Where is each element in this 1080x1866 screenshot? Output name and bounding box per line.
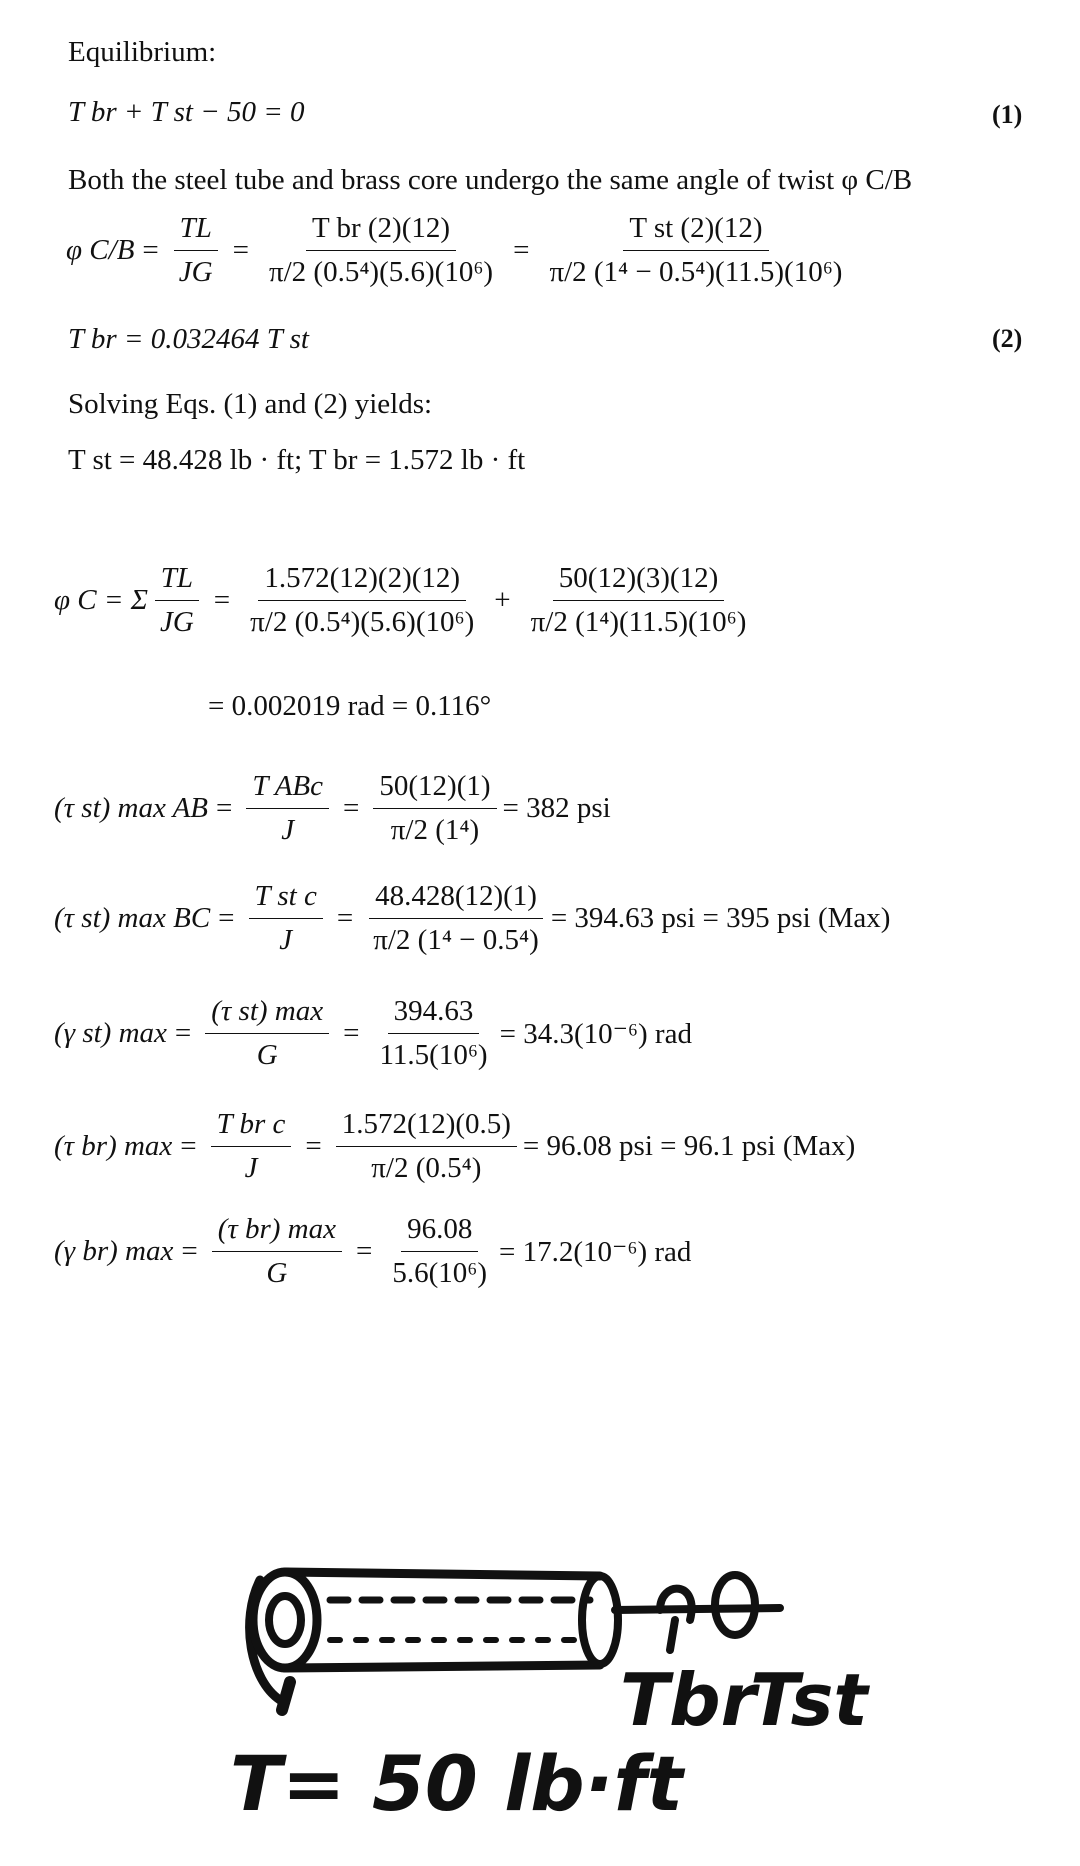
equals-sign: = — [142, 234, 159, 266]
fraction-denominator: π/2 (0.5⁴)(5.6)(10⁶) — [250, 606, 475, 638]
fraction-denominator: G — [266, 1257, 288, 1289]
fraction-numerator: T st c — [249, 880, 323, 919]
equation-1 — [68, 98, 305, 127]
gamma-st-fraction-1 — [205, 995, 329, 1072]
gamma-br-fraction-1 — [212, 1213, 342, 1290]
phi-cb-fraction-1 — [173, 212, 219, 289]
fraction-denominator: π/2 (1⁴ − 0.5⁴)(11.5)(10⁶) — [549, 256, 843, 288]
shaft-sketch — [220, 1460, 920, 1820]
tau-ab-result: = 382 psi — [502, 792, 611, 824]
phi-cb-fraction-3 — [543, 212, 848, 289]
fraction-denominator: π/2 (1⁴)(11.5)(10⁶) — [530, 606, 747, 638]
phi-c-lhs: φ C = Σ — [54, 584, 148, 616]
equation-2 — [68, 325, 309, 354]
label-t-steel: Tst — [750, 1658, 868, 1742]
fraction-denominator: JG — [178, 256, 213, 288]
fraction-numerator: (τ br) max — [212, 1213, 342, 1252]
tau-ab-fraction-2 — [373, 770, 496, 847]
fraction-denominator: π/2 (0.5⁴) — [371, 1152, 482, 1184]
gamma-st-result: = 34.3(10⁻⁶) rad — [499, 1018, 692, 1050]
equals-sign: = — [513, 234, 530, 266]
tau-br-fraction-1 — [211, 1108, 292, 1185]
fraction-numerator: TL — [155, 562, 199, 601]
fraction-numerator: 50(12)(3)(12) — [553, 562, 724, 601]
equals-sign: = — [181, 1235, 198, 1267]
equals-sign: = — [343, 792, 360, 824]
equals-sign: = — [336, 902, 354, 934]
fraction-numerator: TL — [174, 212, 218, 251]
fraction-numerator: 96.08 — [401, 1213, 478, 1252]
gamma-br-result: = 17.2(10⁻⁶) rad — [499, 1236, 692, 1268]
gamma-st-lhs: (γ st) max — [54, 1017, 167, 1049]
phi-c-equation — [54, 562, 758, 639]
label-t-brass: Tbr — [620, 1658, 757, 1742]
fraction-numerator: 1.572(12)(0.5) — [336, 1108, 517, 1147]
fraction-denominator: 11.5(10⁶) — [379, 1039, 488, 1071]
equals-sign: = — [218, 902, 235, 934]
tau-ab-fraction-1 — [246, 770, 329, 847]
fraction-numerator: 394.63 — [388, 995, 480, 1034]
fraction-numerator: T br c — [211, 1108, 292, 1147]
equation-2-label: (2) — [992, 324, 1023, 353]
results-line: T st = 48.428 lb · ft; T br = 1.572 lb · ft — [68, 444, 526, 476]
fraction-denominator: J — [281, 814, 295, 846]
core-end — [269, 1596, 301, 1644]
phi-cb-fraction-2 — [263, 212, 499, 289]
gamma-br-equation — [54, 1213, 691, 1290]
phi-c-result: = 0.002019 rad = 0.116° — [208, 690, 492, 722]
tube-end-right — [582, 1576, 618, 1664]
fraction-denominator: π/2 (1⁴ − 0.5⁴) — [373, 924, 539, 956]
tau-bc-result: = 394.63 psi = 395 psi (Max) — [550, 902, 891, 934]
fraction-numerator: T br (2)(12) — [306, 212, 456, 251]
tau-bc-lhs: (τ st) max BC — [54, 902, 211, 934]
equals-sign: = — [174, 1017, 192, 1049]
eq1-expression: T br + T st − 50 = 0 — [68, 96, 305, 128]
fraction-numerator: 50(12)(1) — [373, 770, 496, 809]
fraction-denominator: J — [244, 1152, 258, 1184]
phi-c-fraction-2 — [244, 562, 480, 639]
tau-bc-fraction-1 — [249, 880, 323, 957]
tau-st-bc-equation — [54, 880, 890, 957]
torque-symbol-brass — [660, 1589, 692, 1620]
equilibrium-heading: Equilibrium: — [68, 36, 217, 68]
fraction-denominator: 5.6(10⁶) — [392, 1257, 488, 1289]
tau-br-equation — [54, 1108, 855, 1185]
tau-br-lhs: (τ br) max — [54, 1130, 173, 1162]
fraction-denominator: π/2 (1⁴) — [390, 814, 480, 846]
tau-br-fraction-2 — [336, 1108, 517, 1185]
eq2-expression: T br = 0.032464 T st — [68, 323, 309, 355]
equals-sign: = — [213, 584, 231, 616]
gamma-br-lhs: (γ br) max — [54, 1235, 174, 1267]
tau-br-result: = 96.08 psi = 96.1 psi (Max) — [522, 1130, 856, 1162]
fraction-denominator: J — [279, 924, 293, 956]
gamma-st-equation — [54, 995, 692, 1072]
fraction-numerator: T st (2)(12) — [623, 212, 768, 251]
gamma-st-fraction-2 — [373, 995, 493, 1072]
support-mark — [282, 1682, 290, 1710]
tube-bottom-edge — [285, 1665, 600, 1668]
equation-1-label: (1) — [992, 100, 1023, 129]
equals-sign: = — [232, 234, 249, 266]
phi-c-fraction-1 — [154, 562, 200, 639]
equals-sign: = — [343, 1017, 360, 1049]
equals-sign: = — [356, 1235, 373, 1267]
fraction-denominator: π/2 (0.5⁴)(5.6)(10⁶) — [268, 256, 494, 288]
label-applied-torque: T= 50 lb·ft — [230, 1739, 683, 1820]
tube-top-edge — [285, 1572, 600, 1576]
plus-sign: + — [494, 584, 511, 616]
gamma-br-fraction-2 — [386, 1213, 493, 1290]
tube-end-outer — [253, 1572, 317, 1668]
fraction-denominator: JG — [159, 606, 194, 638]
phi-cb-lhs: φ C/B — [66, 234, 135, 266]
torque-symbol-brass-stem — [670, 1620, 675, 1650]
fraction-numerator: T ABc — [246, 770, 329, 809]
fraction-numerator: (τ st) max — [205, 995, 329, 1034]
phi-c-fraction-3 — [525, 562, 753, 639]
fraction-denominator: G — [256, 1039, 278, 1071]
tau-st-ab-equation — [54, 770, 611, 847]
equals-sign: = — [216, 792, 233, 824]
solving-text: Solving Eqs. (1) and (2) yields: — [68, 388, 433, 420]
equals-sign: = — [305, 1130, 322, 1162]
fraction-numerator: 1.572(12)(2)(12) — [258, 562, 466, 601]
tau-bc-fraction-2 — [367, 880, 545, 957]
equals-sign: = — [180, 1130, 197, 1162]
tau-ab-lhs: (τ st) max AB — [54, 792, 209, 824]
twist-sentence: Both the steel tube and brass core undergo the same angle of twist φ C/B — [68, 164, 913, 196]
phi-cb-equation — [66, 212, 854, 289]
fraction-numerator: 48.428(12)(1) — [369, 880, 543, 919]
